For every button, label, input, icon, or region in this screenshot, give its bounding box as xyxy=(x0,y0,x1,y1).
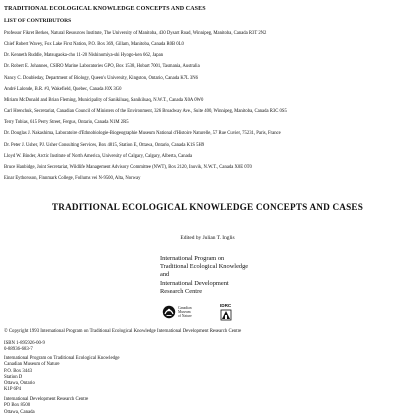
address-line: PO Box 8500 xyxy=(4,403,31,409)
contributors-heading: LIST OF CONTRIBUTORS xyxy=(4,18,72,24)
list-item: Dr. Kenneth Ruddle, Matsugaoka-cho 11-20 Nishinomiya-shi Hyogo-ken 662, Japan xyxy=(4,53,164,59)
list-item: Dr. Peter J. Usher, PJ. Usher Consulting Services, Box 4815, Station E, Ottawa, Ontario, Canada K1S 5H9 xyxy=(4,142,205,148)
list-item: Nancy C. Doubleday, Department of Biology, Queen's University, Kingston, Ontario, Canada K7L 3N6 xyxy=(4,75,198,81)
idrc-address xyxy=(4,397,88,416)
publisher-line: International Development xyxy=(160,279,229,287)
list-item: Dr. Douglas J. Nakashima, Laboratoire d'Ethnobiologie-Biogeographie Museum National d'Histoire Naturelle, 57 Rue Cuvier, 75231, Paris, France xyxy=(4,131,281,137)
museum-logo-line: of Nature xyxy=(178,314,192,318)
museum-logo-line: Canadian xyxy=(178,306,192,310)
list-item: Bruce Hanbidge, Joint Secretariat, Wildlife Management Advisory Committee (NWT), Box 2120, Inuvik, N.W.T., Canada X0E 0T0 xyxy=(4,164,252,170)
museum-logo-line: Museum xyxy=(178,310,191,314)
list-item: Lloyd W. Binder, Arctic Institute of North America, University of Calgary, Calgary, Alberta, Canada xyxy=(4,153,193,159)
publisher-line: and xyxy=(160,271,170,279)
address-line: Station D xyxy=(4,374,23,380)
isbn-block xyxy=(4,341,45,354)
publisher-line: Traditional Ecological Knowledge xyxy=(160,263,249,271)
list-item: Dr. Robert E. Johannes, CSIRO Marine Laboratories GPO, Box 1538, Hobart 7001, Tasmania, Australia xyxy=(4,64,200,70)
list-item: Chief Robert Wavey, Fox Lake First Nation, P.O. Box 369, Gillam, Manitoba, Canada R0B 0L0 xyxy=(4,42,184,48)
address-line: Canadian Museum of Nature xyxy=(4,362,60,368)
list-item: Miriam McDonald and Brian Fleming, Municipality of Sanikiluaq, Sanikiluaq, N.W.T., Canada X0A 0W0 xyxy=(4,97,204,103)
museum-logo-text xyxy=(178,306,192,318)
publisher-line: Research Centre xyxy=(160,287,203,295)
copyright-line: © Copyright 1993 International Program on Traditional Ecological Knowledge International Development Research Centre xyxy=(4,329,242,334)
ipt-address xyxy=(4,356,120,394)
isbn-line: ISBN 1-895926-00-9 xyxy=(4,341,45,346)
list-item: André Lalonde, B.R. #3, Wakefield, Quebec, Canada J0X 3G0 xyxy=(4,86,122,92)
address-line: K1P 6P4 xyxy=(4,387,22,393)
address-line: International Development Research Centre xyxy=(4,397,89,402)
museum-emblem-icon xyxy=(162,305,176,319)
isbn-line: 0-88936-683-7 xyxy=(4,347,33,353)
address-line: Ottawa, Ontario xyxy=(4,381,35,387)
book-title: TRADITIONAL ECOLOGICAL KNOWLEDGE CONCEPTS AND CASES xyxy=(51,202,364,212)
contributors-list xyxy=(4,28,409,184)
list-item: Professor Fikret Berkes, Natural Resources Institute, The University of Manitoba, 430 Dysart Road, Winnipeg, Manitoba, Canada R3T 2N2 xyxy=(4,31,267,36)
idrc-emblem-icon xyxy=(220,309,232,321)
address-line: Ottawa, Canada xyxy=(4,409,35,415)
list-item: Einar Eythorsson, Finnmark College, Follums vei N-9500, Alta, Norway xyxy=(4,176,141,182)
running-title: TRADITIONAL ECOLOGICAL KNOWLEDGE CONCEPTS AND CASES xyxy=(4,6,206,12)
address-line: P.O. Box 3443 xyxy=(4,368,32,374)
list-item: Carl Hrenchuk, Secretariat, Canadian Council of Ministers of the Environment, 326 Broadway Ave., Suite 400, Winnipeg, Manitoba, Canada R3C 0S5 xyxy=(4,109,287,115)
idrc-wordmark: IDRC xyxy=(220,303,232,308)
publisher-block xyxy=(160,255,248,296)
address-line: International Program on Traditional Ecological Knowledge xyxy=(4,356,120,361)
list-item: Terry Tobias, 615 Perry Street, Fergus, Ontario, Canada N1M 2R5 xyxy=(4,120,129,126)
idrc-logo xyxy=(220,303,232,326)
publisher-line: International Program on xyxy=(160,255,225,262)
editor-credit: Edited by Julian T. Inglis xyxy=(180,235,235,241)
